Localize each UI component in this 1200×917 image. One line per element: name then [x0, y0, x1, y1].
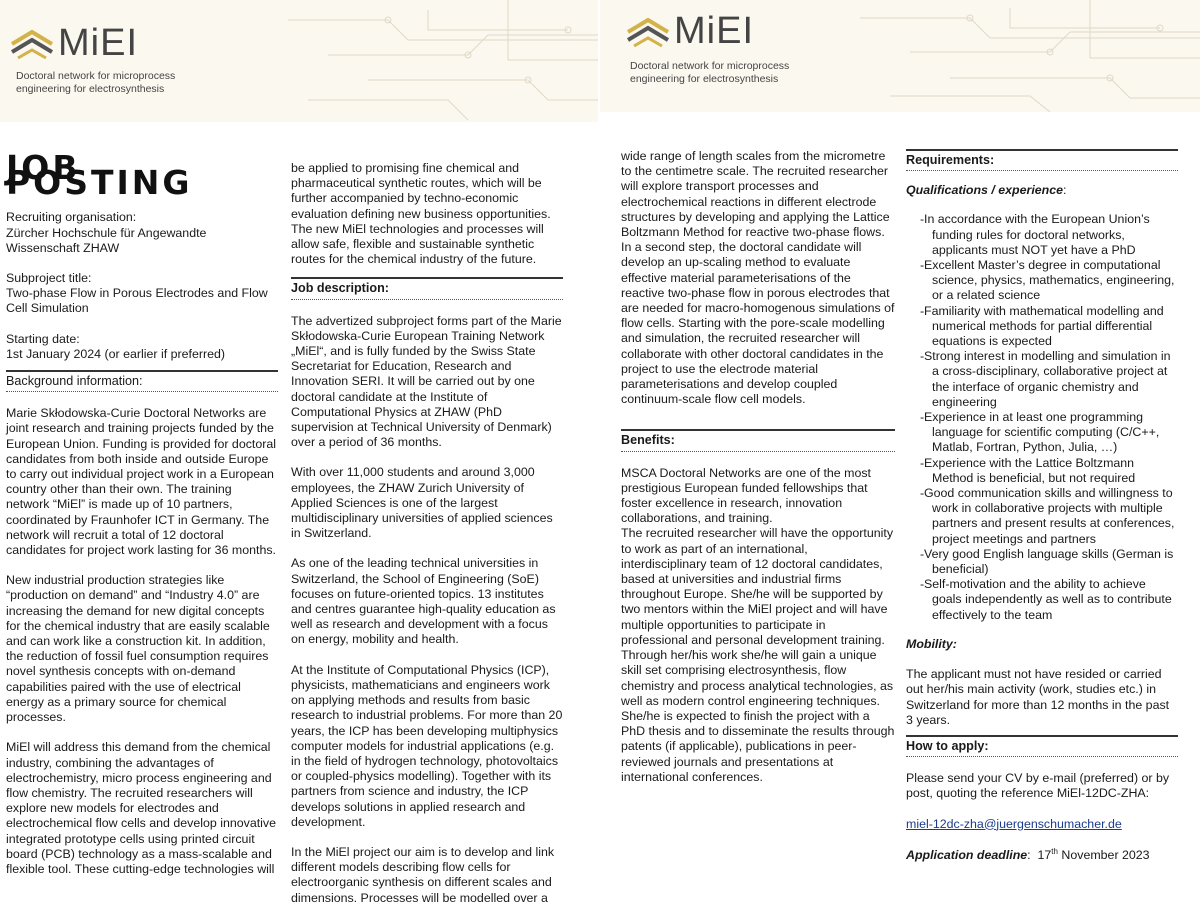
benefits-paragraph: The recruited researcher will have the opportunity to work as part of an international, interdisciplinary team of 12 doctoral candidates, based at universities and industrial firms throughout Europe. She/he will be supported by two mentors within the MiEl project and will have multiple opportunities to participate in professional and personal development training. Through her/his work she/he will gain a unique skill set comprising electrosynthesis, flow chemistry and process analytical technologies, as well as modern control engineering techniques. She/he is expected to finish the project with a PhD thesis and to disseminate the results through patents (if applicable), publications in peer-reviewed journals and presentations at international conferences. [621, 526, 895, 784]
continued-paragraph: be applied to promising fine chemical and pharmaceutical synthetic routes, which will be further accompanied by techno-economic evaluation defining new business opportunities. The new MiEl technologies and processes will allow safe, flexible and sustainable synthetic routes for the chemical industry of the future. [291, 161, 551, 267]
qualifications-heading: Qualifications / experience [906, 183, 1064, 198]
recruiting-value: Zürcher Hochschule für Angewandte [6, 225, 207, 240]
subproject-value: Two-phase Flow in Porous Electrodes and Flow [6, 286, 268, 301]
requirement-item: - Excellent Master’s degree in computational science, physics, mathematics, engineering, or a related science [906, 258, 1178, 304]
job-paragraph: As one of the leading technical universities in Switzerland, the School of Engineering (SoE) focuses on future-oriented topics. 13 institutes and centres guarantee high-quality education as well as research and development with a focus on energy, mobility and health. [291, 556, 556, 647]
benefits-paragraph: MSCA Doctoral Networks are one of the most prestigious European funded fellowships that foster excellence in research, innovation collaborations, and training. [621, 465, 871, 526]
deadline-line: Application deadline: 17th November 2023 [906, 846, 1150, 862]
circuit-pattern-decoration [268, 0, 598, 122]
application-email-link[interactable]: miel-12dc-zha@juergenschumacher.de [906, 816, 1122, 831]
subproject-value: Cell Simulation [6, 301, 89, 316]
tagline-line: Doctoral network for microprocess [16, 70, 176, 82]
subproject-label: Subproject title [6, 271, 88, 286]
benefits-heading: Benefits: [621, 433, 895, 451]
right-page-banner [600, 0, 1200, 112]
background-section-header: Background information: [6, 370, 278, 392]
tagline-line: engineering for electrosynthesis [630, 73, 779, 85]
apply-section-header: How to apply: [906, 735, 1178, 757]
apply-paragraph: Please send your CV by e-mail (preferred) or by post, quoting the reference MiEl-12DC-ZHA: [906, 771, 1170, 801]
requirement-item: - Self-motivation and the ability to achieve goals independently as well as to contribute effectively to the team [906, 577, 1178, 623]
tagline-line: engineering for electrosynthesis [16, 83, 165, 95]
background-paragraph: New industrial production strategies like “production on demand” and “Industry 4.0” are increasing the demand for new digital concepts for the chemical industry that are easily scalable and can work like a construction kit. In addition, the reduction of fossil fuel consumption requires novel synthesis concepts with on-demand capabilities paired with the use of electrical energy as a primary source for chemical processes. [6, 573, 270, 725]
mobility-paragraph: The applicant must not have resided or carried out her/his main activity (work, studies etc.) in Switzerland for more than 12 months in the past 3 years. [906, 667, 1170, 727]
job-paragraph: With over 11,000 students and around 3,000 employees, the ZHAW Zurich University of Applied Sciences is one of the largest multidisciplinary universities of applied sciences in Switzerland. [291, 465, 553, 541]
job-paragraph: In the MiEl project our aim is to develop and link different models describing flow cells for electroorganic synthesis on different scales and dimensions. Processes will be modelled over a [291, 844, 555, 905]
starting-value: 1st January 2024 (or earlier if preferred) [6, 346, 226, 361]
logo-wordmark: MiEI [58, 22, 138, 64]
requirements-section-header: Requirements: [906, 149, 1178, 171]
requirement-item: - Good communication skills and willingness to work in collaborative projects with multiple partners and present results at conferences, project meetings and partners [906, 486, 1178, 547]
subproject-block: Subproject title: Two-phase Flow in Porous Electrodes and Flow Cell Simulation [6, 271, 278, 317]
job-paragraph: At the Institute of Computational Physics (ICP), physicists, mathematicians and engineers work on applying methods and results from basic research to industrial problems. For more than 20 years, the ICP has been developing multiphysics computer models for industrial applications (e.g. in the field of hydrogen technology, photovoltaics or coupled-physics modelling). Together with its partners from science and industry, the ICP develops solutions in applied research and development. [291, 662, 563, 829]
circuit-pattern-decoration [840, 0, 1200, 112]
left-page-banner [0, 0, 598, 122]
miei-logo-icon [624, 12, 674, 52]
requirement-item: - Experience with the Lattice Boltzmann Method is beneficial, but not required [906, 456, 1178, 486]
background-heading: Background information [6, 374, 140, 389]
deadline-label: Application deadline [906, 847, 1028, 862]
miei-logo [624, 10, 754, 53]
job-description-heading: Job description [291, 281, 385, 296]
requirement-item: - In accordance with the European Union’s funding rules for doctoral networks, applicants must NOT yet have a PhD [906, 212, 1178, 258]
continued-paragraph: wide range of length scales from the micrometre to the centimetre scale. The recruited researcher will explore transport processes and electrochemical reactions in different electrode structures by developing and applying the Lattice Boltzmann Method for reactive two-phase flows. In a second step, the doctoral candidate will develop an up-scaling method to evaluate effective material parameterisations of the reactive two-phase flow in porous electrodes that are needed for macro-homogenous simulations of flow cells. Starting with the pore-scale modelling and simulation, the recruited researcher will collaborate with other doctoral candidates in the project to use the electrode material parameterisations and develop coupled continuum-scale flow cell models. [621, 149, 895, 407]
miei-logo [8, 22, 138, 65]
starting-label: Starting date [6, 331, 77, 346]
requirement-item: - Strong interest in modelling and simulation in a cross-disciplinary, collaborative project at the interface of organic chemistry and engineering [906, 349, 1178, 410]
page-title: JOB POSTING [6, 148, 193, 203]
tagline [630, 60, 789, 86]
job-paragraph: The advertized subproject forms part of the Marie Skłodowska-Curie European Training Network „MiEl“, and is fully funded by the Swiss State Secretariat for Education, Research and Innovation SERI. It will be carried out by one doctoral candidate at the Institute of Computational Physics at ZHAW (PhD supervision at Technical University of Denmark) over a period of 36 months. [291, 313, 562, 450]
tagline [16, 70, 175, 96]
miei-logo-icon [8, 24, 58, 64]
column-1 [6, 148, 278, 892]
deadline-month-year: November 2023 [1057, 847, 1150, 862]
deadline-suffix: th [1051, 846, 1058, 856]
recruiting-block: Recruiting organisation: Zürcher Hochschule für Angewandte Wissenschaft ZHAW [6, 210, 278, 256]
apply-heading: How to apply [906, 738, 985, 753]
requirement-item: - Experience in at least one programming language for scientific computing (C/C++, Matlab, Fortran, Python, Julia, …) [906, 410, 1178, 456]
requirements-list [906, 212, 1178, 622]
tagline-line: Doctoral network for microprocess [630, 60, 790, 72]
background-paragraph: MiEl will address this demand from the chemical industry, combining the advantages of electrochemistry, micro process engineering and flow chemistry. The recruited researchers will explore new models for electrodes and electrochemical flow cells and develop innovative integrated prototype cells using printed circuit board (PCB) technology as a mass-scalable and flexible tool. These cutting-edge technologies will [6, 740, 276, 876]
requirement-item: - Very good English language skills (German is beneficial) [906, 547, 1178, 577]
recruiting-value: Wissenschaft ZHAW [6, 240, 120, 255]
benefits-section-header [621, 429, 895, 451]
column-2 [291, 161, 563, 917]
starting-block: Starting date: 1st January 2024 (or earlier if preferred) [6, 332, 278, 362]
deadline-day: 17 [1037, 847, 1052, 862]
recruiting-label: Recruiting organisation [6, 210, 133, 225]
column-3 [621, 149, 895, 800]
background-paragraph: Marie Skłodowska-Curie Doctoral Networks are joint research and training projects funded by the European Union. Funding is provided for doctoral candidates from both inside and outside Europe to carry out individual project work in a European country other than their own. The training network “MiEl” is made up of 10 partners, coordinated by Fraunhofer ICT in Germany. The network will recruit a total of 12 doctoral candidates for project work lasting for 36 months. [6, 406, 277, 558]
requirement-item: - Familiarity with mathematical modelling and numerical methods for partial differential equations is expected [906, 304, 1178, 350]
column-4: Requirements: Qualifications / experience: - In accordance with the European Union’s funding rules for doctoral networks, applicants must NOT yet have a PhD - Excellent Master’s degree in computational science, physics, mathematics, engineering, or a related science - Familiarity with mathematical modelling and numerical methods for partial differential equations is expected - Strong interest in modelling and simulation in a cross-disciplinary, collaborative project at the interface of organic chemistry and engineering - Experience in at least one programming language for scientific computing (C/C++, Matlab, Fortran, Python, Julia, …) - Experience with the Lattice Boltzmann Method is beneficial, but not required - Good communication skills and willingness to work in collaborative projects with multiple partners and present results at conferences, project meetings and partners - Very good English language skills (German is beneficial) - Self-motivation and the ability to achieve goals independently as well as to contribute effectively to the team Mobility: The applicant must not have resided or carried out her/his main activity (work, studies etc.) in Switzerland for more than 12 months in the past 3 years. How to apply: Please send your CV by e-mail (preferred) or by post, quoting the reference MiEl-12DC-ZHA: miel-12dc-zha@juergenschumacher.de Application deadline: 17th November 2023 [906, 149, 1178, 863]
job-description-section-header: Job description: [291, 277, 563, 299]
mobility-heading: Mobility: [906, 636, 957, 651]
logo-wordmark: MiEI [674, 10, 754, 52]
requirements-heading: Requirements [906, 153, 990, 167]
